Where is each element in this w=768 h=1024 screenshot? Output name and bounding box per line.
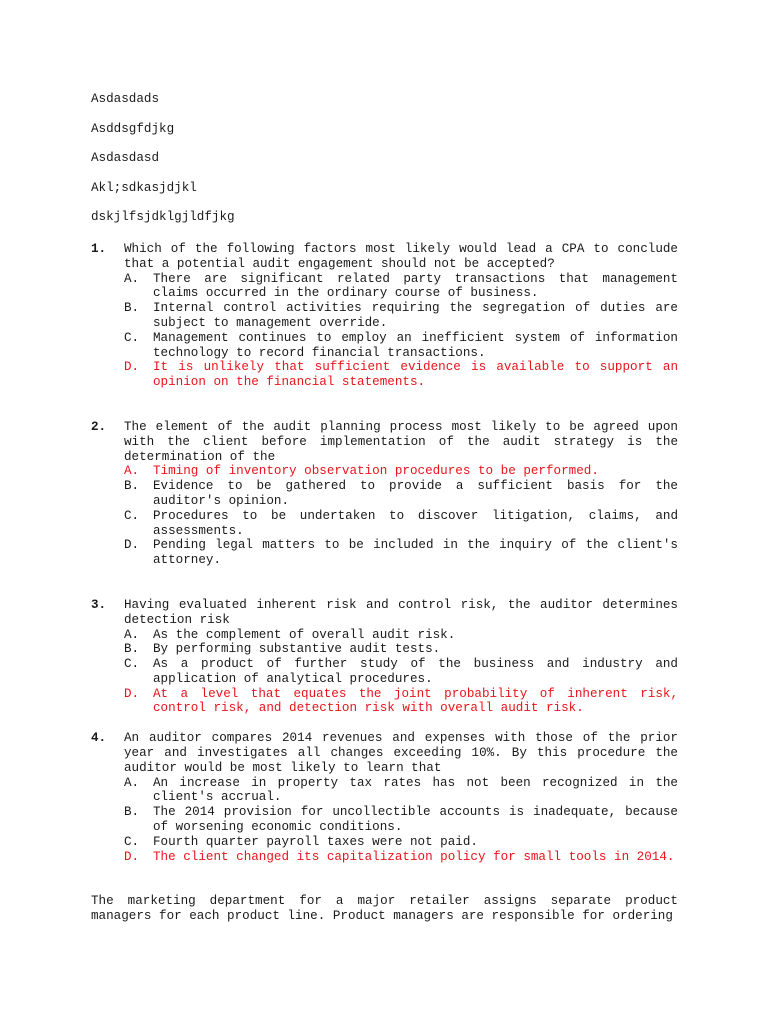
- option-text: Timing of inventory observation procedures to be performed.: [153, 464, 599, 479]
- answer-option: [124, 657, 678, 687]
- option-text: There are significant related party transactions that management claims occurred in the ordinary course of business.: [153, 271, 678, 301]
- correct-answer-option: [124, 360, 678, 390]
- answer-option: [124, 835, 678, 850]
- answer-option: [124, 272, 678, 302]
- answer-option: [124, 642, 678, 657]
- question-stem: An auditor compares 2014 revenues and expenses with those of the prior year and investigates all changes exceeding 10%. By this procedure the auditor would be most likely to learn that: [124, 731, 678, 775]
- question-number: 3.: [91, 597, 107, 612]
- answer-option: [124, 628, 678, 643]
- option-text: The client changed its capitalization policy for small tools in 2014.: [153, 849, 675, 864]
- correct-answer-option: [124, 687, 678, 717]
- answer-option: [124, 509, 678, 539]
- intro-line: dskjlfsjdklgjldfjkg: [91, 210, 235, 225]
- answer-option: [124, 479, 678, 509]
- correct-answer-option: [124, 850, 678, 865]
- intro-line: Asdasdasd: [91, 151, 160, 166]
- intro-line: Akl;sdkasjdjkl: [91, 180, 197, 195]
- option-text: Fourth quarter payroll taxes were not paid.: [153, 834, 478, 849]
- option-letter: C.: [124, 330, 140, 345]
- option-text: Evidence to be gathered to provide a sufficient basis for the auditor's opinion.: [153, 479, 678, 508]
- intro-line: Asdasdads: [91, 92, 160, 106]
- option-text: Procedures to be undertaken to discover litigation, claims, and assessments.: [153, 508, 678, 538]
- option-text: An increase in property tax rates has not been recognized in the client's accrual.: [153, 775, 678, 805]
- question-number: 4.: [91, 731, 107, 746]
- answer-option: [124, 331, 678, 361]
- question-1: [91, 242, 678, 390]
- option-letter: A.: [124, 775, 140, 790]
- question-3: [91, 598, 678, 716]
- question-2: [91, 420, 678, 568]
- closing-paragraph: The marketing department for a major retailer assigns separate product managers for each product line. Product managers are responsible for ordering: [91, 894, 678, 924]
- option-letter: C.: [124, 508, 140, 523]
- option-letter: A.: [124, 627, 140, 642]
- option-letter: B.: [124, 479, 140, 494]
- option-text: The 2014 provision for uncollectible accounts is inadequate, because of worsening economic conditions.: [153, 805, 678, 835]
- document-page: [91, 92, 678, 924]
- answer-option: [124, 301, 678, 331]
- answer-option: [124, 805, 678, 835]
- option-text: Management continues to employ an inefficient system of information technology to record financial transactions.: [153, 330, 678, 360]
- question-stem: The element of the audit planning process most likely to be agreed upon with the client before implementation of the audit strategy is the determination of the: [124, 419, 678, 464]
- option-text: As the complement of overall audit risk.: [153, 627, 456, 642]
- option-letter: D.: [124, 360, 140, 375]
- question-number: 2.: [91, 419, 107, 434]
- option-letter: A.: [124, 271, 140, 286]
- option-letter: C.: [124, 834, 140, 849]
- option-text: Internal control activities requiring the segregation of duties are subject to management override.: [153, 301, 678, 330]
- option-letter: B.: [124, 805, 140, 820]
- question-stem: Having evaluated inherent risk and control risk, the auditor determines detection risk: [124, 597, 678, 627]
- option-letter: A.: [124, 464, 140, 479]
- option-letter: B.: [124, 301, 140, 316]
- question-number: 1.: [91, 241, 107, 256]
- answer-option: [124, 776, 678, 806]
- option-letter: C.: [124, 657, 140, 672]
- option-text: It is unlikely that sufficient evidence is available to support an opinion on the financial statements.: [153, 360, 678, 390]
- intro-line: Asddsgfdjkg: [91, 121, 175, 136]
- option-text: Pending legal matters to be included in the inquiry of the client's attorney.: [153, 538, 678, 568]
- option-letter: D.: [124, 538, 140, 553]
- option-letter: D.: [124, 849, 140, 864]
- option-letter: D.: [124, 686, 140, 701]
- correct-answer-option: [124, 464, 678, 479]
- answer-option: [124, 538, 678, 568]
- option-text: By performing substantive audit tests.: [153, 642, 441, 657]
- option-letter: B.: [124, 642, 140, 657]
- option-text: As a product of further study of the business and industry and application of analytical procedures.: [153, 657, 678, 686]
- question-stem: Which of the following factors most likely would lead a CPA to conclude that a potential audit engagement should not be accepted?: [124, 241, 678, 271]
- option-text: At a level that equates the joint probability of inherent risk, control risk, and detection risk with overall audit risk.: [153, 686, 678, 716]
- question-4: [91, 731, 678, 864]
